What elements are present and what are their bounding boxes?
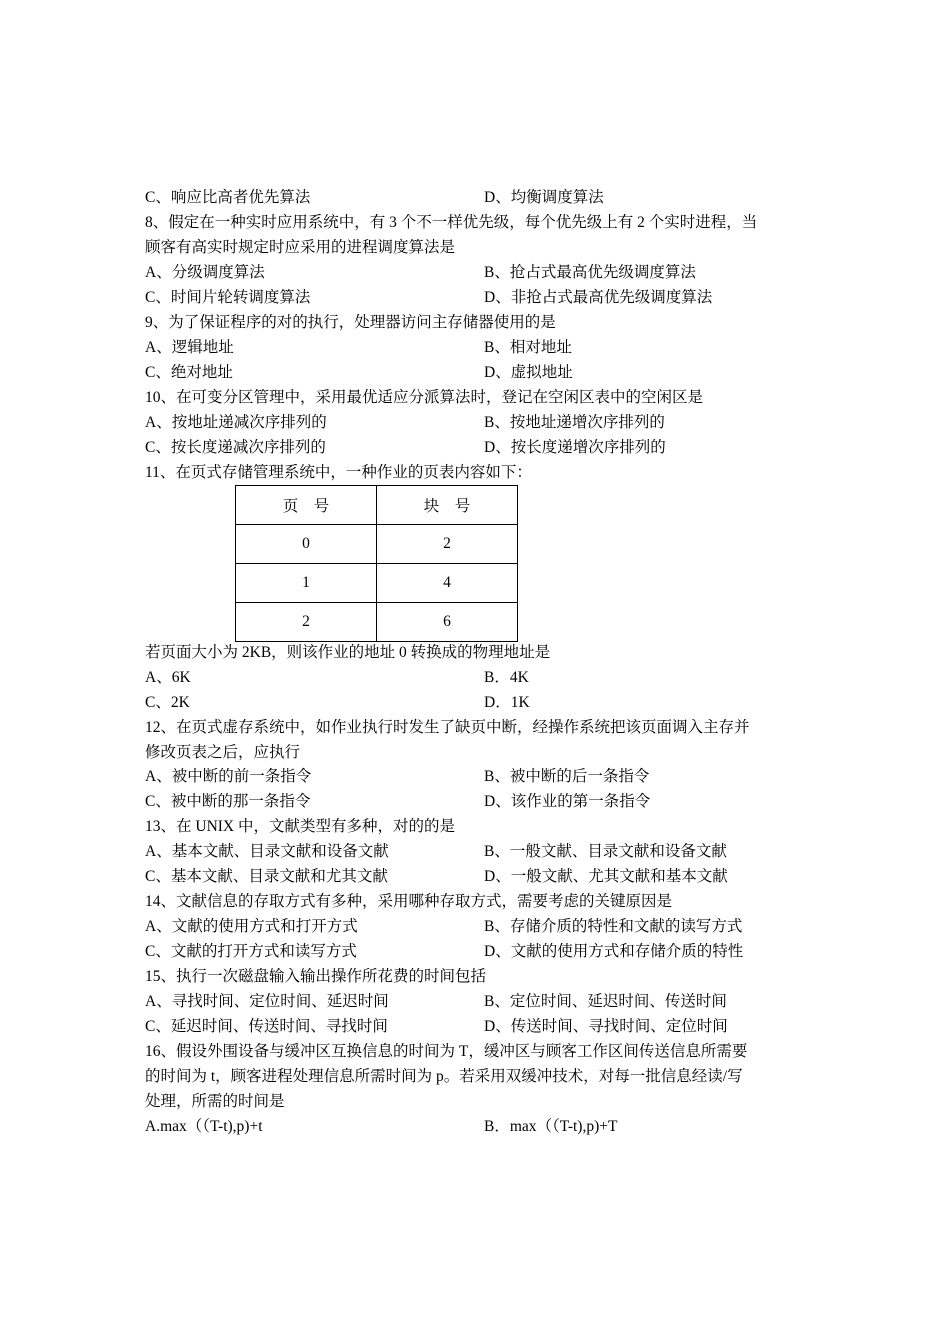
question-8-option-b: B、抢占式最高优先级调度算法: [484, 264, 696, 281]
question-14-text: 14、文献信息的存取方式有多种，采用哪种存取方式，需要考虑的关键原因是: [145, 893, 673, 910]
question-11-text: 11、在页式存储管理系统中，一种作业的页表内容如下：: [145, 464, 532, 481]
question-16-text-cont: 的时间为 t，顾客进程处理信息所需时间为 p。若采用双缓冲技术，对每一批信息经读/写: [145, 1068, 743, 1085]
page-table-row: [236, 564, 518, 603]
page-table-row: [236, 603, 518, 642]
option-d: D、均衡调度算法: [484, 189, 604, 206]
question-15-option-a: A、寻找时间、定位时间、延迟时间: [145, 993, 389, 1010]
question-13-option-b: B、一般文献、目录文献和设备文献: [484, 843, 727, 860]
question-13-option-d: D、一般文献、尤其文献和基本文献: [484, 868, 728, 885]
question-14-option-b: B、存储介质的特性和文献的读写方式: [484, 918, 743, 935]
question-12-option-c: C、被中断的那一条指令: [145, 793, 311, 810]
option-c: C、响应比高者优先算法: [145, 189, 311, 206]
question-9-option-c: C、绝对地址: [145, 364, 233, 381]
page-table: [235, 485, 518, 642]
question-11-option-a: A、6K: [145, 669, 191, 686]
question-11-text-cont: 若页面大小为 2KB，则该作业的地址 0 转换成的物理地址是: [145, 644, 551, 661]
question-12-text: 12、在页式虚存系统中，如作业执行时发生了缺页中断，经操作系统把该页面调入主存并: [145, 719, 750, 736]
question-8-option-a: A、分级调度算法: [145, 264, 265, 281]
question-10-text: 10、在可变分区管理中，采用最优适应分派算法时，登记在空闲区表中的空闲区是: [145, 389, 704, 406]
question-9-text: 9、为了保证程序的对的执行，处理器访问主存储器使用的是: [145, 314, 556, 331]
question-15-option-c: C、延迟时间、传送时间、寻找时间: [145, 1018, 388, 1035]
question-8-option-c: C、时间片轮转调度算法: [145, 289, 311, 306]
page-table-cell: 6: [377, 603, 518, 642]
question-14-option-a: A、文献的使用方式和打开方式: [145, 918, 358, 935]
page-table-cell: 2: [377, 525, 518, 564]
page-table-header-block: 块 号: [377, 486, 518, 525]
question-16-text-cont2: 处理，所需的时间是: [145, 1093, 285, 1110]
question-8-option-d: D、非抢占式最高优先级调度算法: [484, 289, 713, 306]
page-table-cell: 4: [377, 564, 518, 603]
question-9-option-b: B、相对地址: [484, 339, 572, 356]
question-8-text: 8、假定在一种实时应用系统中，有 3 个不一样优先级，每个优先级上有 2 个实时进程，当: [145, 214, 758, 231]
question-15-option-d: D、传送时间、寻找时间、定位时间: [484, 1018, 728, 1035]
question-11-option-d: D．1K: [484, 694, 530, 711]
question-10-option-c: C、按长度递减次序排列的: [145, 439, 326, 456]
question-14-option-d: D、文献的使用方式和存储介质的特性: [484, 943, 744, 960]
question-10-option-a: A、按地址递减次序排列的: [145, 414, 327, 431]
question-16-option-b: B．max（（T-t),p)+T: [484, 1118, 618, 1135]
page-table-cell: 0: [236, 525, 377, 564]
question-14-option-c: C、文献的打开方式和读写方式: [145, 943, 357, 960]
page-table-cell: 1: [236, 564, 377, 603]
question-12-text-cont: 修改页表之后，应执行: [145, 744, 301, 761]
question-9-option-a: A、逻辑地址: [145, 339, 234, 356]
question-10-option-b: B、按地址递增次序排列的: [484, 414, 665, 431]
page-table-cell: 2: [236, 603, 377, 642]
question-11-option-c: C、2K: [145, 694, 190, 711]
question-12-option-a: A、被中断的前一条指令: [145, 768, 312, 785]
question-9-option-d: D、虚拟地址: [484, 364, 573, 381]
question-13-option-a: A、基本文献、目录文献和设备文献: [145, 843, 389, 860]
page-table-header-page: 页 号: [236, 486, 377, 525]
question-15-text: 15、执行一次磁盘输入输出操作所花费的时间包括: [145, 968, 487, 985]
question-13-text: 13、在 UNIX 中，文献类型有多种，对的的是: [145, 818, 455, 835]
question-16-text: 16、假设外围设备与缓冲区互换信息的时间为 T，缓冲区与顾客工作区间传送信息所需要: [145, 1043, 748, 1060]
question-10-option-d: D、按长度递增次序排列的: [484, 439, 666, 456]
question-11-option-b: B．4K: [484, 669, 529, 686]
question-12-option-d: D、该作业的第一条指令: [484, 793, 651, 810]
question-12-option-b: B、被中断的后一条指令: [484, 768, 650, 785]
question-8-text-cont: 顾客有高实时规定时应采用的进程调度算法是: [145, 239, 456, 256]
page-table-header-row: [236, 486, 518, 525]
question-13-option-c: C、基本文献、目录文献和尤其文献: [145, 868, 388, 885]
question-15-option-b: B、定位时间、延迟时间、传送时间: [484, 993, 727, 1010]
question-16-option-a: A.max（（T-t),p)+t: [145, 1118, 263, 1135]
page-table-row: [236, 525, 518, 564]
